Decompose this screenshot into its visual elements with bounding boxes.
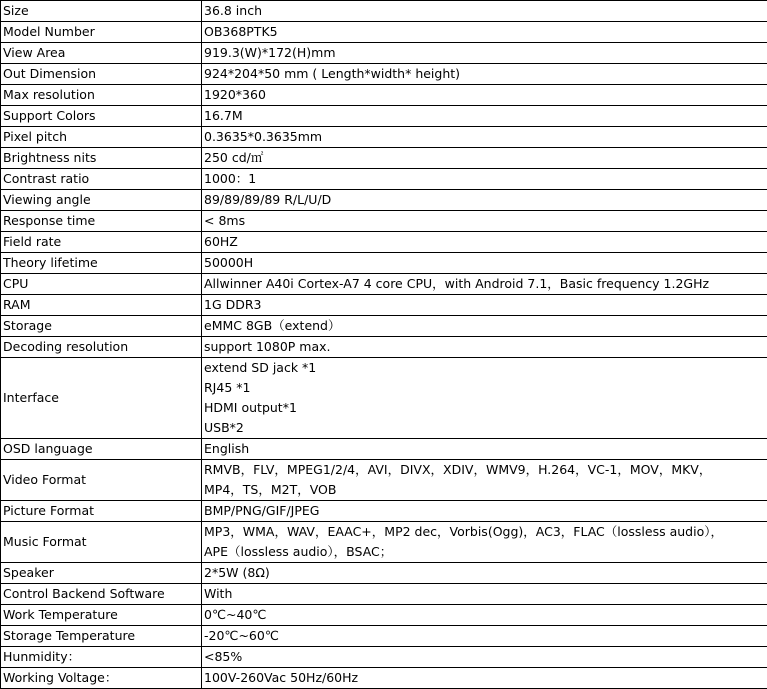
spec-value-line: 1G DDR3: [204, 295, 765, 315]
spec-value-line: With: [204, 584, 765, 604]
spec-value-line: RJ45 *1: [204, 378, 765, 398]
spec-value-line: 16.7M: [204, 106, 765, 126]
spec-value-line: HDMI output*1: [204, 398, 765, 418]
spec-value-line: 0.3635*0.3635mm: [204, 127, 765, 147]
spec-label: Decoding resolution: [1, 337, 202, 358]
spec-value: [202, 106, 767, 127]
spec-label: View Area: [1, 43, 202, 64]
spec-row: [1, 232, 767, 253]
spec-value-line: 924*204*50 mm ( Length*width* height): [204, 64, 765, 84]
spec-label: Music Format: [1, 522, 202, 563]
spec-label: Field rate: [1, 232, 202, 253]
spec-row: [1, 295, 767, 316]
spec-value-line: <85%: [204, 647, 765, 667]
spec-value-line: BMP/PNG/GIF/JPEG: [204, 501, 765, 521]
spec-label: Pixel pitch: [1, 127, 202, 148]
spec-value: [202, 190, 767, 211]
spec-value-line: 0℃~40℃: [204, 605, 765, 625]
spec-value: [202, 169, 767, 190]
spec-value-line: 100V-260Vac 50Hz/60Hz: [204, 668, 765, 688]
spec-label: Control Backend Software: [1, 584, 202, 605]
spec-value-line: 50000H: [204, 253, 765, 273]
spec-value: [202, 127, 767, 148]
spec-value: [202, 337, 767, 358]
spec-value: [202, 64, 767, 85]
spec-row: [1, 253, 767, 274]
spec-row: [1, 211, 767, 232]
spec-label: Size: [1, 1, 202, 22]
spec-value-line: 250 cd/㎡: [204, 148, 765, 168]
spec-label: Viewing angle: [1, 190, 202, 211]
spec-label: Hunmidity：: [1, 647, 202, 668]
spec-row: [1, 584, 767, 605]
spec-value: [202, 253, 767, 274]
spec-row: [1, 43, 767, 64]
spec-row: [1, 190, 767, 211]
spec-row: [1, 337, 767, 358]
spec-row: [1, 501, 767, 522]
spec-value: [202, 668, 767, 689]
spec-value-line: eMMC 8GB（extend）: [204, 316, 765, 336]
spec-value-line: 2*5W (8Ω): [204, 563, 765, 583]
spec-value: [202, 274, 767, 295]
spec-row: [1, 85, 767, 106]
spec-value-line: support 1080P max.: [204, 337, 765, 357]
spec-value: [202, 522, 767, 563]
spec-label: Storage Temperature: [1, 626, 202, 647]
spec-value-line: -20℃~60℃: [204, 626, 765, 646]
spec-value-line: MP3，WMA，WAV，EAAC+，MP2 dec，Vorbis(Ogg)，AC3，FLAC（lossless audio），: [204, 522, 765, 542]
spec-row: [1, 1, 767, 22]
spec-row: [1, 127, 767, 148]
spec-value: [202, 605, 767, 626]
spec-value: [202, 563, 767, 584]
spec-value: [202, 439, 767, 460]
spec-row: [1, 274, 767, 295]
spec-value: [202, 295, 767, 316]
spec-row: [1, 563, 767, 584]
spec-value: [202, 1, 767, 22]
spec-value-line: 1920*360: [204, 85, 765, 105]
spec-label: Picture Format: [1, 501, 202, 522]
spec-row: [1, 148, 767, 169]
spec-value-line: < 8ms: [204, 211, 765, 231]
spec-row: [1, 439, 767, 460]
spec-row: [1, 22, 767, 43]
spec-label: Contrast ratio: [1, 169, 202, 190]
spec-row: [1, 605, 767, 626]
spec-value: [202, 501, 767, 522]
spec-value: [202, 85, 767, 106]
spec-value: [202, 316, 767, 337]
spec-value-line: 60HZ: [204, 232, 765, 252]
spec-row: [1, 106, 767, 127]
spec-row: [1, 668, 767, 689]
spec-value: [202, 43, 767, 64]
spec-row: [1, 358, 767, 439]
spec-label: RAM: [1, 295, 202, 316]
spec-value: [202, 211, 767, 232]
spec-value: [202, 358, 767, 439]
spec-row: [1, 460, 767, 501]
spec-label: Support Colors: [1, 106, 202, 127]
spec-table-body: [1, 1, 767, 689]
spec-row: [1, 316, 767, 337]
spec-label: Brightness nits: [1, 148, 202, 169]
spec-value-line: APE（lossless audio），BSAC；: [204, 542, 765, 562]
spec-value: [202, 232, 767, 253]
spec-label: Interface: [1, 358, 202, 439]
spec-label: Storage: [1, 316, 202, 337]
spec-row: [1, 169, 767, 190]
spec-label: Max resolution: [1, 85, 202, 106]
spec-label: Theory lifetime: [1, 253, 202, 274]
spec-value: [202, 460, 767, 501]
spec-label: Model Number: [1, 22, 202, 43]
spec-value-line: 1000：1: [204, 169, 765, 189]
spec-row: [1, 647, 767, 668]
spec-value: [202, 584, 767, 605]
spec-value-line: 36.8 inch: [204, 1, 765, 21]
spec-value: [202, 148, 767, 169]
spec-value: [202, 22, 767, 43]
spec-value-line: 89/89/89/89 R/L/U/D: [204, 190, 765, 210]
spec-row: [1, 626, 767, 647]
spec-value-line: extend SD jack *1: [204, 358, 765, 378]
spec-label: Video Format: [1, 460, 202, 501]
spec-label: Speaker: [1, 563, 202, 584]
spec-label: OSD language: [1, 439, 202, 460]
spec-value-line: RMVB，FLV，MPEG1/2/4，AVI，DIVX，XDIV，WMV9，H.264，VC-1，MOV，MKV，: [204, 460, 765, 480]
spec-value: [202, 626, 767, 647]
spec-value-line: 919.3(W)*172(H)mm: [204, 43, 765, 63]
spec-value-line: OB368PTK5: [204, 22, 765, 42]
spec-label: Out Dimension: [1, 64, 202, 85]
spec-row: [1, 64, 767, 85]
spec-row: [1, 522, 767, 563]
spec-value-line: English: [204, 439, 765, 459]
spec-label: Response time: [1, 211, 202, 232]
spec-value-line: MP4，TS，M2T，VOB: [204, 480, 765, 500]
spec-value-line: USB*2: [204, 418, 765, 438]
spec-label: CPU: [1, 274, 202, 295]
spec-label: Working Voltage：: [1, 668, 202, 689]
spec-label: Work Temperature: [1, 605, 202, 626]
spec-value: [202, 647, 767, 668]
spec-value-line: Allwinner A40i Cortex-A7 4 core CPU，with Android 7.1，Basic frequency 1.2GHz: [204, 274, 765, 294]
